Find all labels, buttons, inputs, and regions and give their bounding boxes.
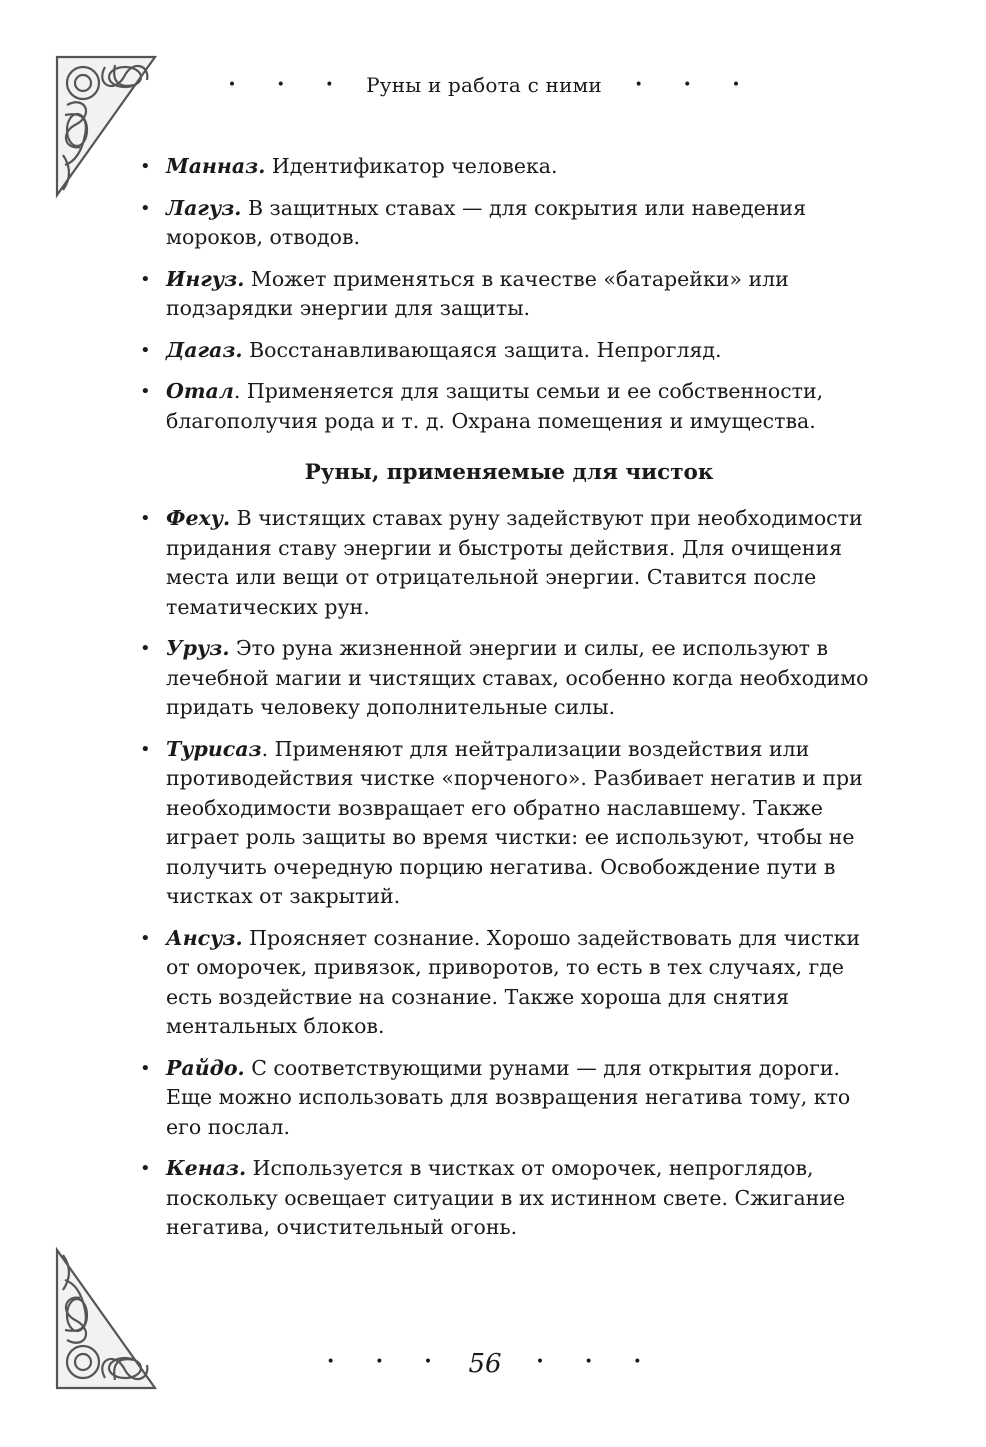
bullet: • [140, 156, 151, 177]
list-item [138, 377, 880, 436]
rune-description: Это руна жизненной энергии и силы, ее используют в лечебной магии и чистящих ставах, особенно когда необходимо придать человеку дополнительные силы. [166, 636, 869, 719]
rune-description: Может применяться в качестве «батарейки» или подзарядки энергии для защиты. [166, 266, 789, 320]
bullet: • [140, 738, 151, 760]
rune-list-cleansing [138, 504, 880, 1243]
list-item [138, 504, 880, 622]
rune-name: Отал [166, 379, 234, 403]
bullet: • [140, 508, 151, 529]
list-item [138, 265, 880, 324]
rune-description: В защитных ставах — для сокрытия или наведения мороков, отводов. [166, 195, 807, 249]
rune-list-protection [138, 152, 880, 436]
rune-name: Уруз. [166, 636, 230, 660]
rune-description: Используется в чистках от оморочек, непроглядов, поскольку освещает ситуации в их истинном свете. Сжигание негатива, очистительный огонь. [166, 1156, 846, 1239]
rune-name: Кеназ. [166, 1156, 247, 1180]
list-item [138, 634, 880, 723]
footer-dots-right: • • • [535, 1354, 660, 1370]
rune-name: Лагуз. [166, 195, 242, 220]
page-number: 56 [468, 1349, 502, 1379]
bullet: • [140, 197, 151, 219]
list-item [138, 924, 880, 1042]
list-item [138, 1054, 880, 1143]
rune-description: . Применяется для защиты семьи и ее собственности, благополучия рода и т. д. Охрана помещения и имущества. [166, 379, 824, 433]
bullet: • [140, 268, 151, 290]
rune-name: Райдо. [166, 1055, 245, 1080]
bullet: • [140, 638, 151, 659]
rune-name: Феху. [166, 506, 231, 530]
list-item [138, 152, 880, 182]
rune-description: Восстанавливающаяся защита. Непрогляд. [242, 337, 722, 362]
rune-name: Манназ. [166, 154, 266, 178]
rune-name: Дагаз. [166, 337, 243, 362]
rune-description: В чистящих ставах руну задействуют при необходимости придания ставу энергии и быстроты действия. Для очищения места или вещи от отрицательной энергии. Ставится после тематических рун. [166, 506, 863, 619]
page-footer [0, 1346, 986, 1383]
bullet: • [140, 339, 151, 361]
bullet: • [140, 927, 151, 949]
bullet: • [140, 1158, 151, 1179]
rune-description: С соответствующими рунами — для открытия дороги. Еще можно использовать для возвращения негатива тому, кто его послал. [166, 1055, 851, 1139]
list-item [138, 735, 880, 912]
header-dots-right: • • • [634, 76, 759, 93]
footer-dots-left: • • • [326, 1354, 451, 1370]
header-title: Руны и работа с ними [366, 73, 602, 97]
list-item [138, 1154, 880, 1243]
rune-name: Ингуз. [166, 266, 245, 291]
rune-description: Идентификатор человека. [265, 154, 558, 178]
page-body [138, 152, 880, 1255]
rune-description: Проясняет сознание. Хорошо задействовать для чистки от оморочек, привязок, приворотов, то есть в тех случаях, где есть воздействие на сознание. Также хороша для снятия ментальных блоков. [166, 925, 861, 1038]
header-dots-left: • • • [227, 76, 352, 93]
section-title: Руны, применяемые для чисток [304, 460, 714, 485]
running-header [0, 70, 986, 102]
rune-name: Ансуз. [166, 925, 243, 950]
rune-description: . Применяют для нейтрализации воздействия или противодействия чистке «порченого». Разбивает негатив и при необходимости возвращает его обратно наславшему. Также играет роль защиты во время чистки: ее используют, чтобы не получить очередную порцию негатива. Освобождение пути в чистках от закрытий. [166, 736, 863, 908]
list-item [138, 336, 880, 366]
rune-name: Турисаз [166, 736, 262, 761]
list-item [138, 194, 880, 253]
bullet: • [140, 1057, 151, 1079]
bullet: • [140, 381, 151, 402]
